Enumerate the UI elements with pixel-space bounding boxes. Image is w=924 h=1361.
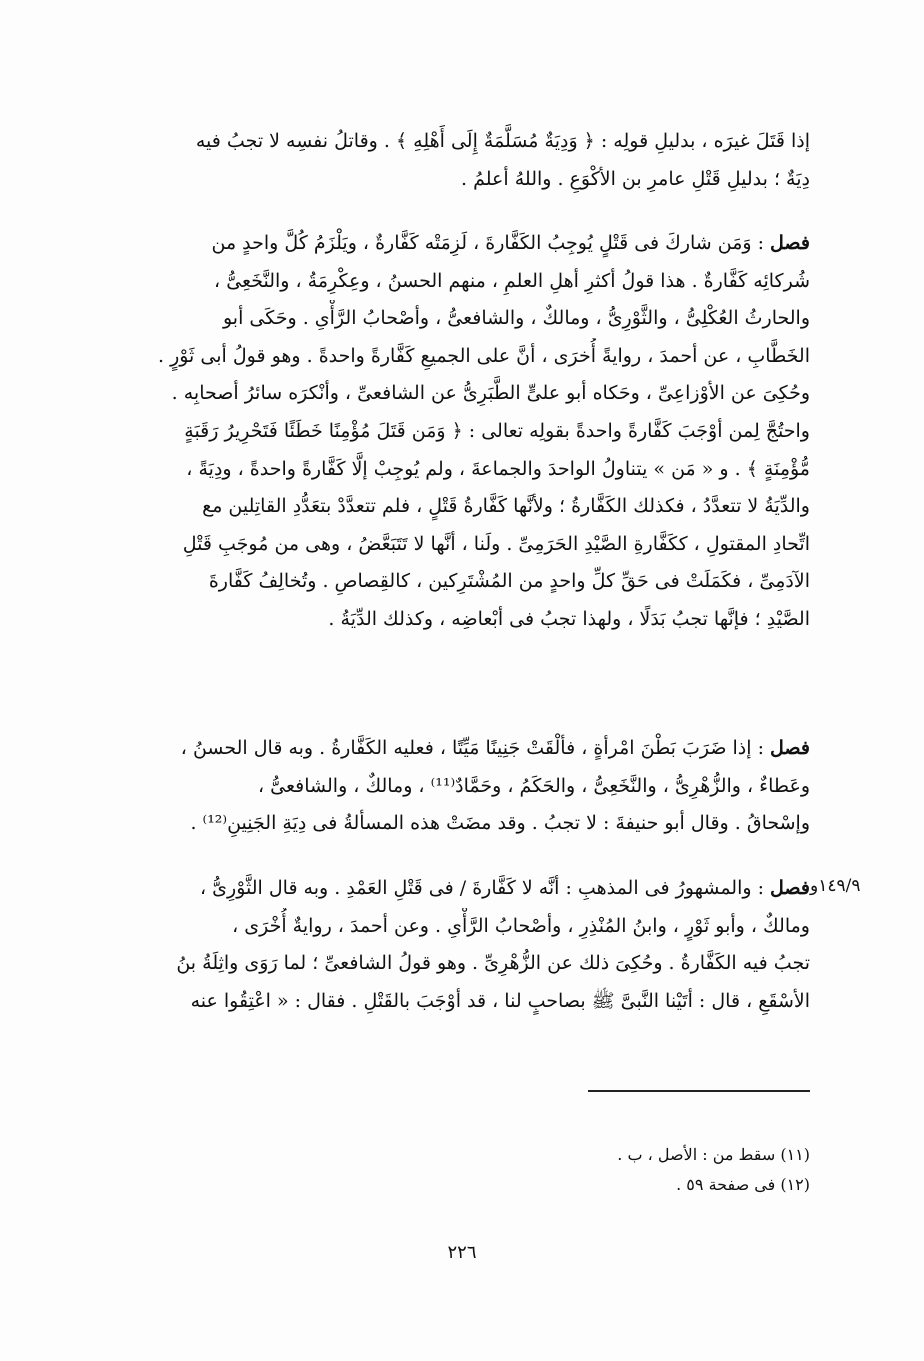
- text-line: تجبُ فيه الكَفَّارةُ . وحُكِىَ ذلك عن الزُّهْرِىِّ . وهو قولُ الشافعىِّ ؛ لما رَوَى واثِلَةُ بنُ: [176, 952, 810, 975]
- footnotes: [560, 1140, 810, 1200]
- text-line: وحُكِىَ عن الأوْزاعِىِّ ، وحَكاه أبو علىٍّ الطَّبَرِىُّ عن الشافعىِّ ، وأنْكرَه سائرُ أصحابِه .: [171, 382, 810, 405]
- section-heading: فصل: [770, 232, 810, 254]
- text-line: إذا قَتَلَ غيرَه ، بدليلِ قولِه : ﴿ وَدِيَةٌ مُسَلَّمَةٌ إِلَى أَهْلِهِ ﴾ . وقاتلُ نفسِه لا تجبُ فيه: [195, 130, 810, 152]
- text-line: الصَّيْدِ ؛ فإنَّها تجبُ بَدَلًا ، ولهذا تجبُ فى أبْعاضِه ، وكذلك الدِّيَةُ .: [328, 607, 810, 630]
- text-line: اتِّحادِ المقتولِ ، ككَفَّارةِ الصَّيْدِ الحَرَمِىِّ . ولَنا ، أنَّها لا تَتَبَعَّضُ ، وهى من مُوجَبِ قَتْلِ: [182, 532, 810, 555]
- page-number: ٢٢٦: [447, 1242, 477, 1263]
- text-line: شُركائِه كَفَّارةٌ . هذا قولُ أكثرِ أهلِ العلمِ ، منهم الحسنُ ، وعِكْرِمَةُ ، والنَّخَعِىُّ ،: [214, 269, 810, 292]
- footnote-separator: [588, 1090, 810, 1092]
- text-line: واحتُجَّ لِمن أوْجَبَ كَفَّارةً واحدةً بقولِه تعالى : ﴿ وَمَن قَتَلَ مُؤْمِنًا خَطَئًا فَتَحْرِيرُ رَقَبَةٍ: [184, 419, 810, 442]
- paragraph-2: [128, 225, 810, 639]
- footnote: (١١) سقط من : الأصل ، ب .: [617, 1145, 810, 1164]
- text-line-content: : والمشهورُ فى المذهبِ : أنَّه لا كَفَّارةَ / فى قَتْلِ العَمْدِ . وبه قال الثَّوْرِىُّ ،: [199, 877, 764, 899]
- text-line-content: : وَمَن شاركَ فى قَتْلٍ يُوجِبُ الكَفَّارةَ ، لَزِمَتْه كَفَّارةٌ ، ويَلْزَمُ كُلَّ واحدٍ من: [211, 232, 764, 254]
- footnote: (١٢) فى صفحة ٥٩ .: [676, 1175, 810, 1194]
- section-heading: فصل: [770, 877, 810, 899]
- text-line: والحارثُ العُكْلِىُّ ، والثَّوْرِىُّ ، ومالكٌ ، والشافعىُّ ، وأصْحابُ الرَّأْىِ . وحَكَى أبو: [222, 307, 810, 330]
- text-line-content: : إذا ضَرَبَ بَطْنَ امْرأةٍ ، فألْقَتْ جَنِينًا مَيِّتًا ، فعليه الكَفَّارةُ . وبه قال الحسنُ ،: [180, 737, 764, 759]
- text-line: ومالكٌ ، وأبو ثَوْرٍ ، وابنُ المُنْذِرِ ، وأصْحابُ الرَّأْىِ . وعن أحمدَ ، روايةٌ أُخْرَى ،: [232, 914, 810, 937]
- text-line: [128, 730, 810, 768]
- text-line: [128, 225, 810, 263]
- paragraph-3: [128, 730, 810, 843]
- text-line: دِيَةٌ ؛ بدليلِ قَتْلِ عامرِ بن الأكْوَعِ . واللهُ أعلمُ .: [461, 167, 810, 190]
- text-line: وعَطاءٌ ، والزُّهْرِىُّ ، والنَّخَعِىُّ ، والحَكَمُ ، وحَمَّادٌ⁽¹¹⁾ ، ومالكٌ ، والشافعىُّ ،: [258, 774, 810, 797]
- text-line: الآدَمِىِّ ، فكَمَلَتْ فى حَقِّ كلِّ واحدٍ من المُشْتَرِكين ، كالقِصاصِ . وتُخالِفُ كَفَّارةَ: [208, 570, 810, 593]
- manuscript-folio-note: ١٤٩/٩و: [810, 876, 861, 896]
- text-line: [128, 870, 810, 908]
- text-line: الأسْقَعِ ، قال : أتَيْنا النَّبىَّ ﷺ بصاحبٍ لنا ، قد أوْجَبَ بالقَتْلِ . فقال : « اعْتِقُوا عنه: [190, 989, 810, 1012]
- text-line: وإسْحاقُ . وقال أبو حنيفةَ : لا تجبُ . وقد مضَتْ هذه المسألةُ فى دِيَةِ الجَنِينِ⁽¹²⁾ .: [190, 812, 810, 835]
- text-line: الخَطَّابِ ، عن أحمدَ ، روايةً أُخرَى ، أنَّ على الجميعِ كَفَّارةً واحدةً . وهو قولُ أبى ثَوْرٍ .: [157, 344, 810, 367]
- text-line: مُّؤْمِنَةٍ ﴾ . و « مَن » يتناولُ الواحدَ والجماعةَ ، ولم يُوجِبْ إلَّا كَفَّارةً واحدةً ، ودِيَةً ،: [186, 457, 810, 480]
- paragraph-4: [128, 870, 810, 1020]
- paragraph-1: [128, 123, 810, 198]
- section-heading: فصل: [770, 737, 810, 759]
- text-line: والدِّيَةُ لا تتعدَّدُ ، فكذلك الكَفَّارةُ ؛ ولأنَّها كَفَّارةُ قَتْلٍ ، فلم تتعدَّدْ بتعَدُّدِ القاتِلين مع: [202, 495, 810, 518]
